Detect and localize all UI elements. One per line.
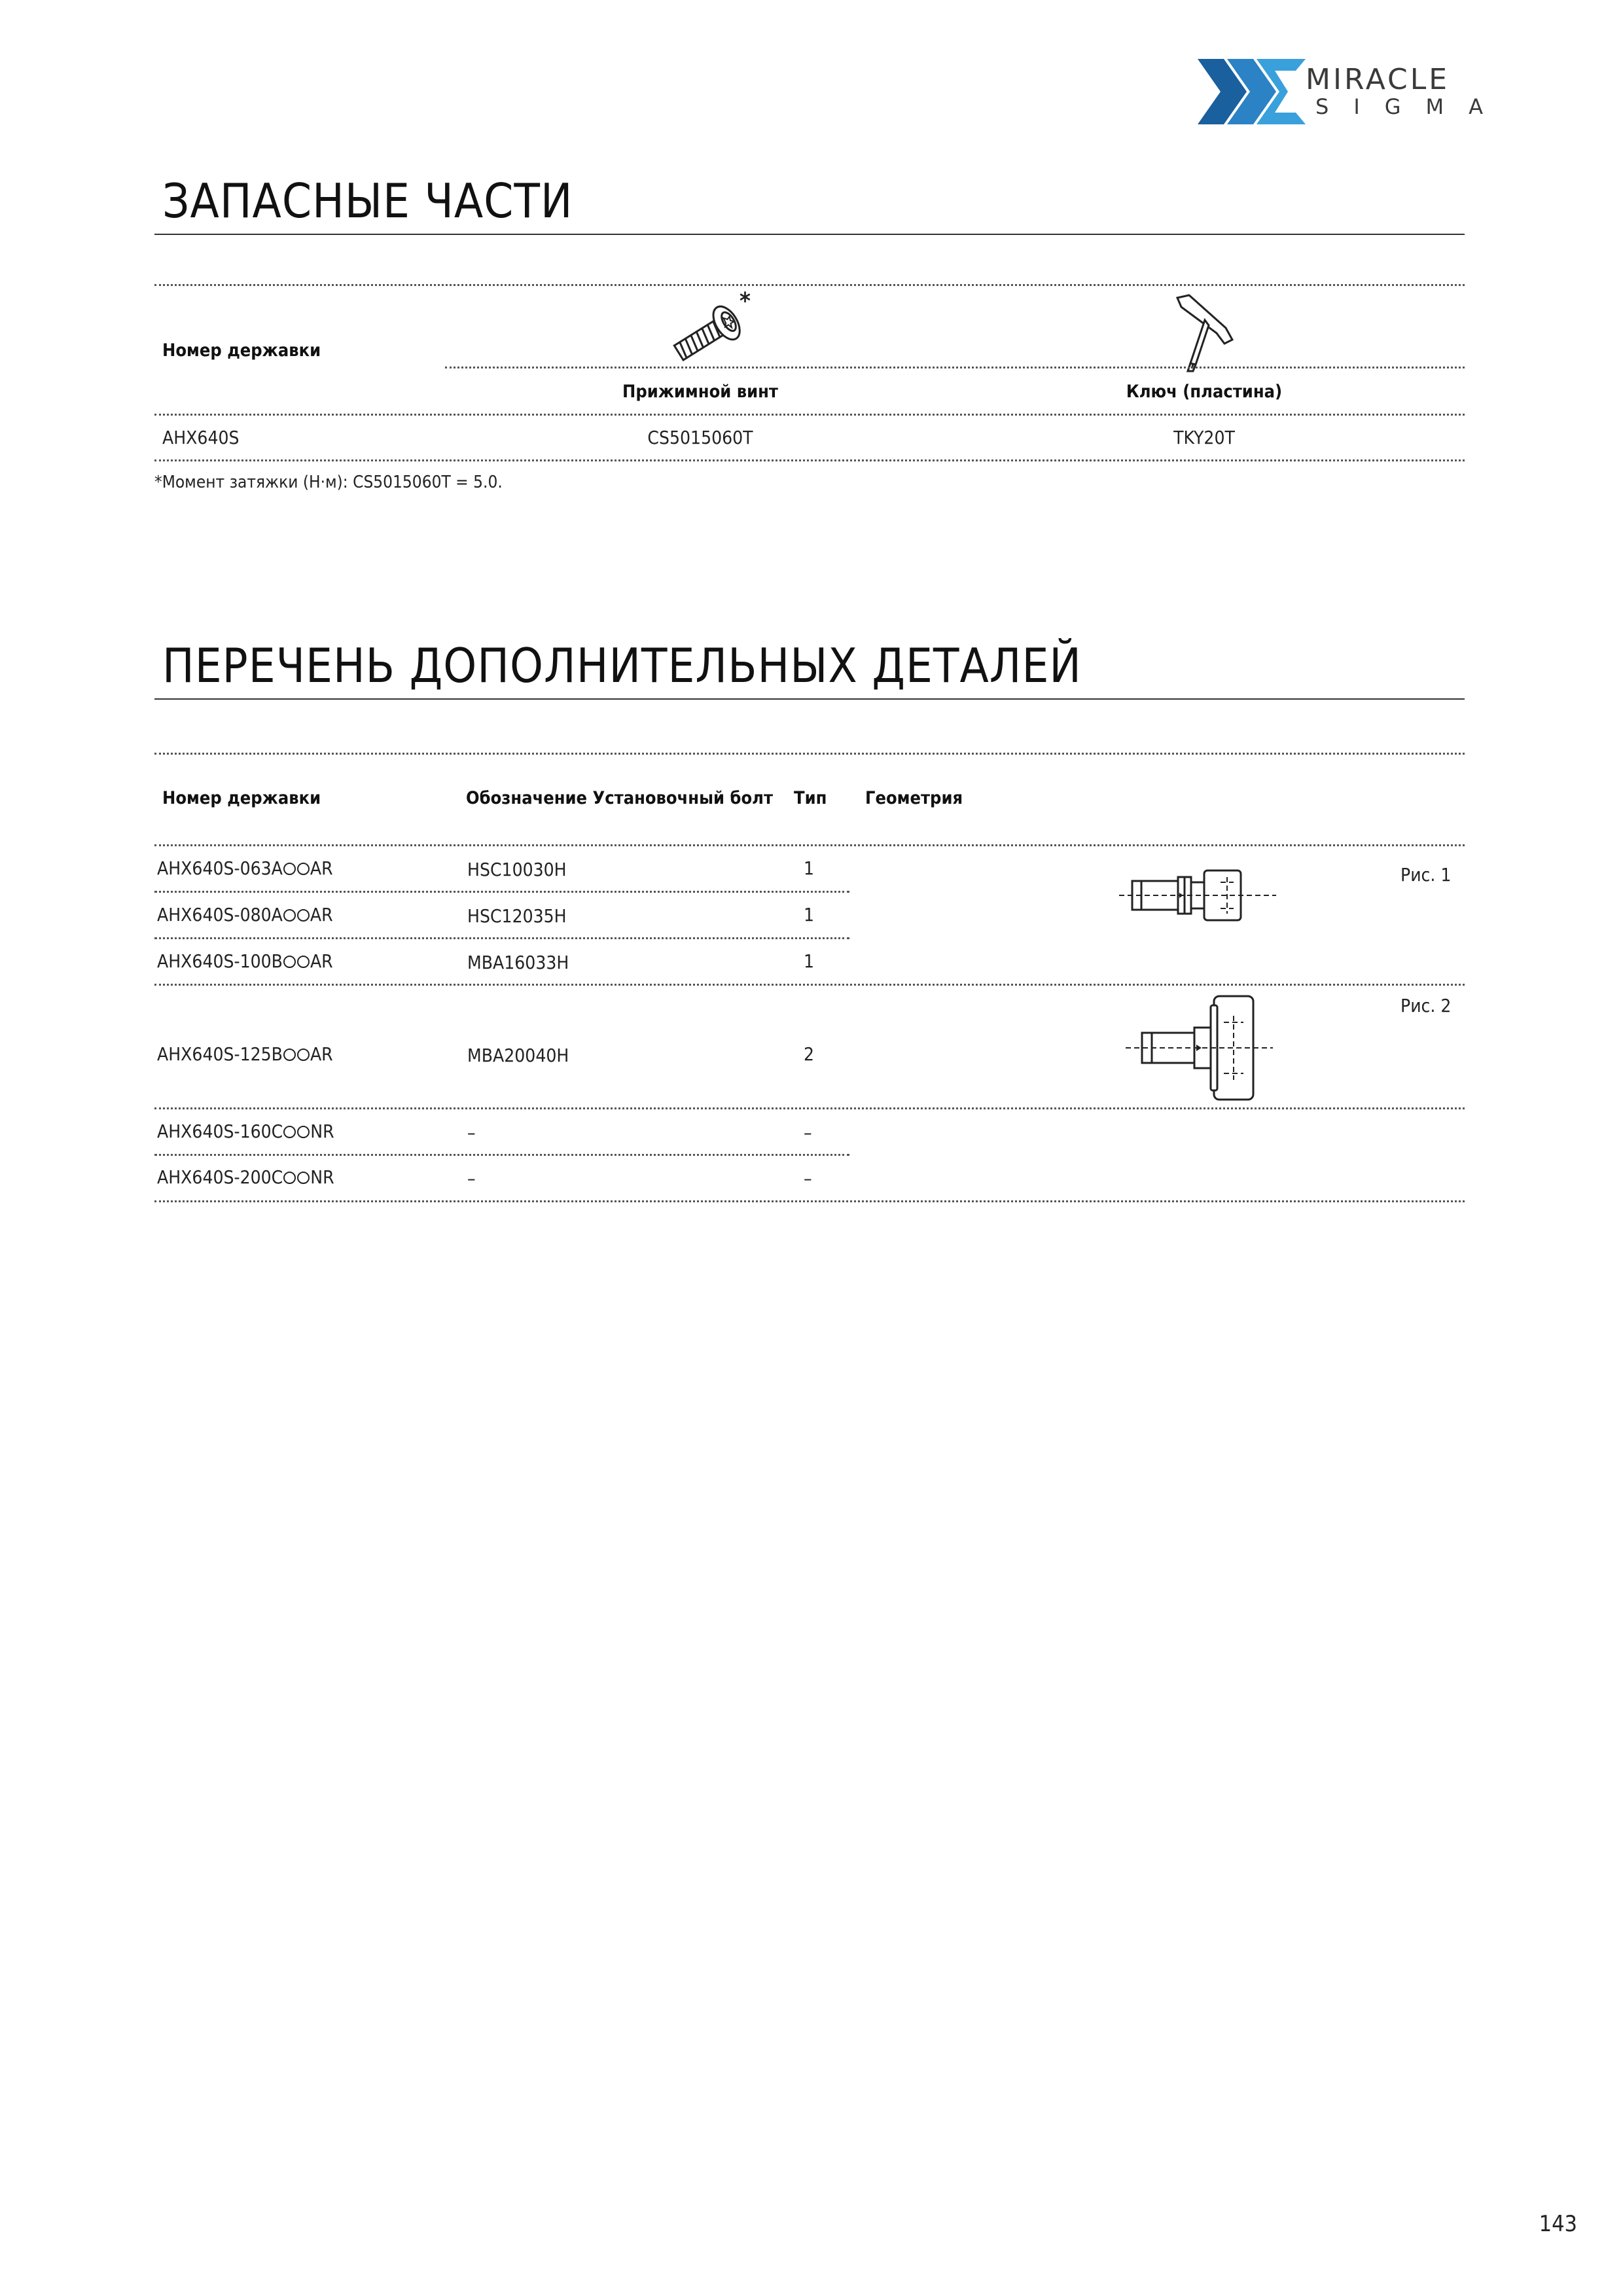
table-top-rule bbox=[154, 284, 1465, 286]
table-row bbox=[157, 1121, 334, 1142]
holder-code-suffix: AR bbox=[310, 857, 333, 879]
bolt-header: Обозначение Установочный болт bbox=[466, 788, 774, 808]
placeholder-circle bbox=[297, 1049, 310, 1061]
type-cell: – bbox=[804, 1168, 812, 1189]
holder-header: Номер державки bbox=[162, 340, 321, 361]
table-row bbox=[157, 857, 333, 879]
spare-screw-cell: CS5015060T bbox=[647, 427, 753, 448]
screw-column-header: Прижимной винт bbox=[622, 382, 778, 402]
header-bottom-rule bbox=[154, 844, 1465, 846]
type-cell: 1 bbox=[804, 857, 815, 879]
bolt-cell: HSC12035H bbox=[467, 905, 567, 927]
bolt-cell: – bbox=[467, 1122, 476, 1143]
geometry-header: Геометрия bbox=[865, 788, 963, 808]
group-rule bbox=[154, 1107, 1465, 1109]
placeholder-circle bbox=[283, 909, 296, 922]
table-bottom-rule bbox=[154, 1200, 1465, 1202]
holder-code-prefix: AHX640S-063A bbox=[157, 857, 283, 879]
bolt-cell: MBA16033H bbox=[467, 952, 569, 973]
spare-key-cell: TKY20T bbox=[1173, 427, 1235, 448]
row-rule bbox=[154, 891, 849, 893]
spare-holder-cell: AHX640S bbox=[162, 427, 240, 448]
fig2-label: Рис. 2 bbox=[1400, 995, 1452, 1016]
holder-code-suffix: AR bbox=[310, 904, 333, 925]
fig1-label: Рис. 1 bbox=[1400, 864, 1452, 886]
table-bottom-rule bbox=[154, 459, 1465, 461]
group-rule bbox=[154, 984, 1465, 986]
page-number: 143 bbox=[1539, 2211, 1577, 2237]
type-cell: 2 bbox=[804, 1043, 815, 1065]
holder-code-prefix: AHX640S-160C bbox=[157, 1121, 283, 1142]
header-sub-rule bbox=[445, 367, 1465, 368]
row-rule bbox=[154, 1154, 849, 1156]
torque-note: *Момент затяжки (Н·м): CS5015060T = 5.0. bbox=[154, 473, 503, 492]
bolt-cell: MBA20040H bbox=[467, 1045, 569, 1066]
table-row bbox=[157, 950, 333, 972]
placeholder-circle bbox=[297, 909, 310, 922]
type-cell: 1 bbox=[804, 904, 815, 925]
screw-note-asterisk: * bbox=[740, 288, 751, 315]
placeholder-circle bbox=[283, 1172, 296, 1184]
bolt-cell: – bbox=[467, 1168, 476, 1189]
table-row bbox=[157, 1166, 334, 1188]
brand-logo-mark bbox=[1198, 59, 1306, 124]
placeholder-circle bbox=[297, 1126, 310, 1138]
holder-code-suffix: AR bbox=[310, 950, 333, 972]
holder-code-prefix: AHX640S-100B bbox=[157, 950, 283, 972]
spare-parts-title: ЗАПАСНЫЕ ЧАСТИ bbox=[162, 173, 573, 228]
brand-logo bbox=[1198, 59, 1508, 124]
placeholder-circle bbox=[283, 1049, 296, 1061]
type-cell: 1 bbox=[804, 950, 815, 972]
holder-code-suffix: NR bbox=[310, 1166, 334, 1188]
placeholder-circle bbox=[297, 1172, 310, 1184]
placeholder-circle bbox=[283, 1126, 296, 1138]
title-underline bbox=[154, 698, 1465, 700]
type-header: Тип bbox=[794, 788, 827, 808]
title-underline bbox=[154, 234, 1465, 235]
holder-code-prefix: AHX640S-080A bbox=[157, 904, 283, 925]
holder-code-suffix: NR bbox=[310, 1121, 334, 1142]
placeholder-circle bbox=[283, 956, 296, 968]
bolt-fig1-drawing bbox=[1113, 863, 1283, 935]
row-rule bbox=[154, 937, 849, 939]
bolt-fig2-drawing bbox=[1113, 990, 1283, 1107]
type-cell: – bbox=[804, 1122, 812, 1143]
holder-header: Номер державки bbox=[162, 788, 321, 808]
header-bottom-rule bbox=[154, 414, 1465, 416]
additional-parts-title: ПЕРЕЧЕНЬ ДОПОЛНИТЕЛЬНЫХ ДЕТАЛЕЙ bbox=[162, 638, 1082, 693]
holder-code-prefix: AHX640S-125B bbox=[157, 1043, 283, 1065]
bolt-cell: HSC10030H bbox=[467, 859, 567, 880]
table-row bbox=[157, 1043, 333, 1065]
placeholder-circle bbox=[283, 863, 296, 875]
torx-key-icon bbox=[1168, 291, 1250, 376]
placeholder-circle bbox=[297, 863, 310, 875]
holder-code-suffix: AR bbox=[310, 1043, 333, 1065]
key-column-header: Ключ (пластина) bbox=[1126, 382, 1283, 402]
table-row bbox=[157, 904, 333, 925]
brand-name-line2: SIGMA bbox=[1315, 94, 1508, 119]
table-top-rule bbox=[154, 753, 1465, 755]
brand-name-line1: MIRACLE bbox=[1306, 63, 1450, 96]
placeholder-circle bbox=[297, 956, 310, 968]
holder-code-prefix: AHX640S-200C bbox=[157, 1166, 283, 1188]
